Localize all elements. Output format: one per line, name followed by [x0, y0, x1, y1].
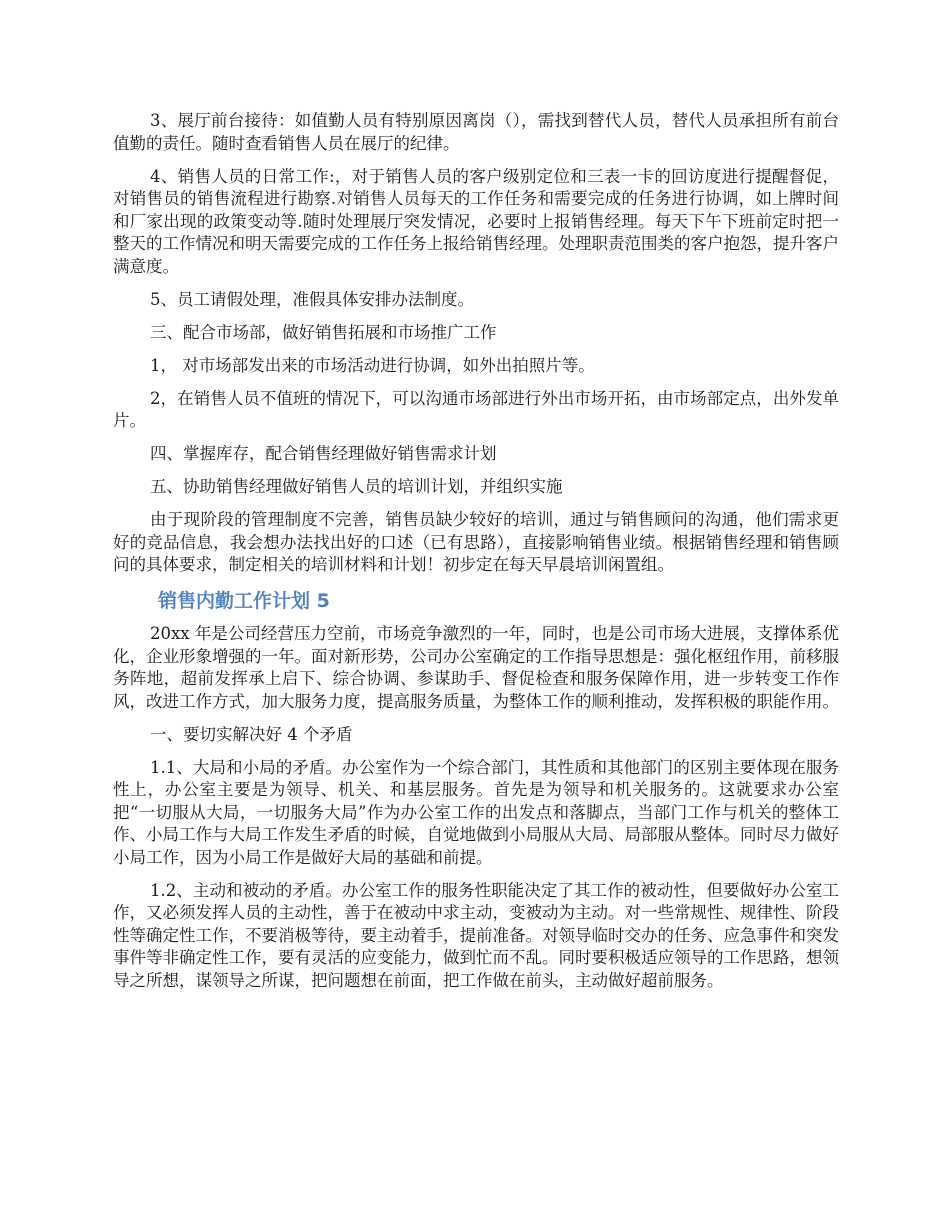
paragraph-training-plan: 由于现阶段的管理制度不完善，销售员缺少较好的培训，通过与销售顾问的沟通，他们需求更好的竞品信息，我会想办法找出好的口述（已有思路），直接影响销售业绩。根据销售经理和销售顾问的具体要求，制定相关的培训材料和计划！初步定在每天早晨培训闲置组。 — [113, 510, 839, 574]
paragraph-intro: 20xx 年是公司经营压力空前，市场竞争激烈的一年，同时，也是公司市场大进展，支撑体系优化，企业形象增强的一年。面对新形势，公司办公室确定的工作指导思想是：强化枢纽作用，前移服务阵地，超前发挥承上启下、综合协调、参谋助手、督促检查和服务保障作用，进一步转变工作作风，改进工作方式，加大服务力度，提高服务质量，为整体工作的顺利推动，发挥积极的职能作用。 — [113, 624, 839, 711]
section-heading-inventory: 四、掌握库存，配合销售经理做好销售需求计划 — [150, 444, 497, 463]
paragraph-front-desk: 3、展厅前台接待：如值勤人员有特别原因离岗（），需找到替代人员，替代人员承担所有前台值勤的责任。随时查看销售人员在展厅的纪律。 — [113, 111, 839, 153]
section-heading-training: 五、协助销售经理做好销售人员的培训计划，并组织实施 — [150, 477, 563, 496]
document-page — [113, 110, 839, 1003]
paragraph-leave: 5、员工请假处理，准假具体安排办法制度。 — [150, 289, 474, 309]
paragraph-marketing-1: 1， 对市场部发出来的市场活动进行协调，如外出拍照片等。 — [150, 355, 595, 375]
paragraph-daily-work: 4、销售人员的日常工作:，对于销售人员的客户级别定位和三表一卡的回访度进行提醒督促，对销售员的销售流程进行勘察.对销售人员每天的工作任务和需要完成的任务进行协调，如上牌时间和厂家出现的政策变动等.随时处理展厅突发情况，必要时上报销售经理。每天下午下班前定时把一整天的工作情况和明天需要完成的工作任务上报给销售经理。处理职责范围类的客户抱怨，提升客户满意度。 — [113, 166, 839, 276]
document-heading: 销售内勤工作计划 5 — [158, 590, 330, 612]
section-heading-marketing: 三、配合市场部，做好销售拓展和市场推广工作 — [150, 322, 497, 342]
section-heading-contradictions: 一、要切实解决好 4 个矛盾 — [150, 724, 353, 744]
paragraph-big-small: 1.1、大局和小局的矛盾。办公室作为一个综合部门，其性质和其他部门的区别主要体现在服务性上，办公室主要是为领导、机关、和基层服务。首先是为领导和机关服务的。这就要求办公室把“一切服从大局，一切服务大局”作为办公室工作的出发点和落脚点，当部门工作与机关的整体工作、小局工作与大局工作发生矛盾的时候，自觉地做到小局服从大局、局部服从整体。同时尽力做好小局工作，因为小局工作是做好大局的基础和前提。 — [113, 757, 839, 867]
paragraph-active-passive: 1.2、主动和被动的矛盾。办公室工作的服务性职能决定了其工作的被动性，但要做好办公室工作，又必须发挥人员的主动性，善于在被动中求主动，变被动为主动。对一些常规性、规律性、阶段性等确定性工作，不要消极等待，要主动着手，提前准备。对领导临时交办的任务、应急事件和突发事件等非确定性工作，要有灵活的应变能力，做到忙而不乱。同时要积极适应领导的工作思路，想领导之所想，谋领导之所谋，把问题想在前面，把工作做在前头，主动做好超前服务。 — [113, 880, 839, 990]
paragraph-marketing-2: 2，在销售人员不值班的情况下，可以沟通市场部进行外出市场开拓，由市场部定点，出外发单片。 — [113, 388, 839, 430]
